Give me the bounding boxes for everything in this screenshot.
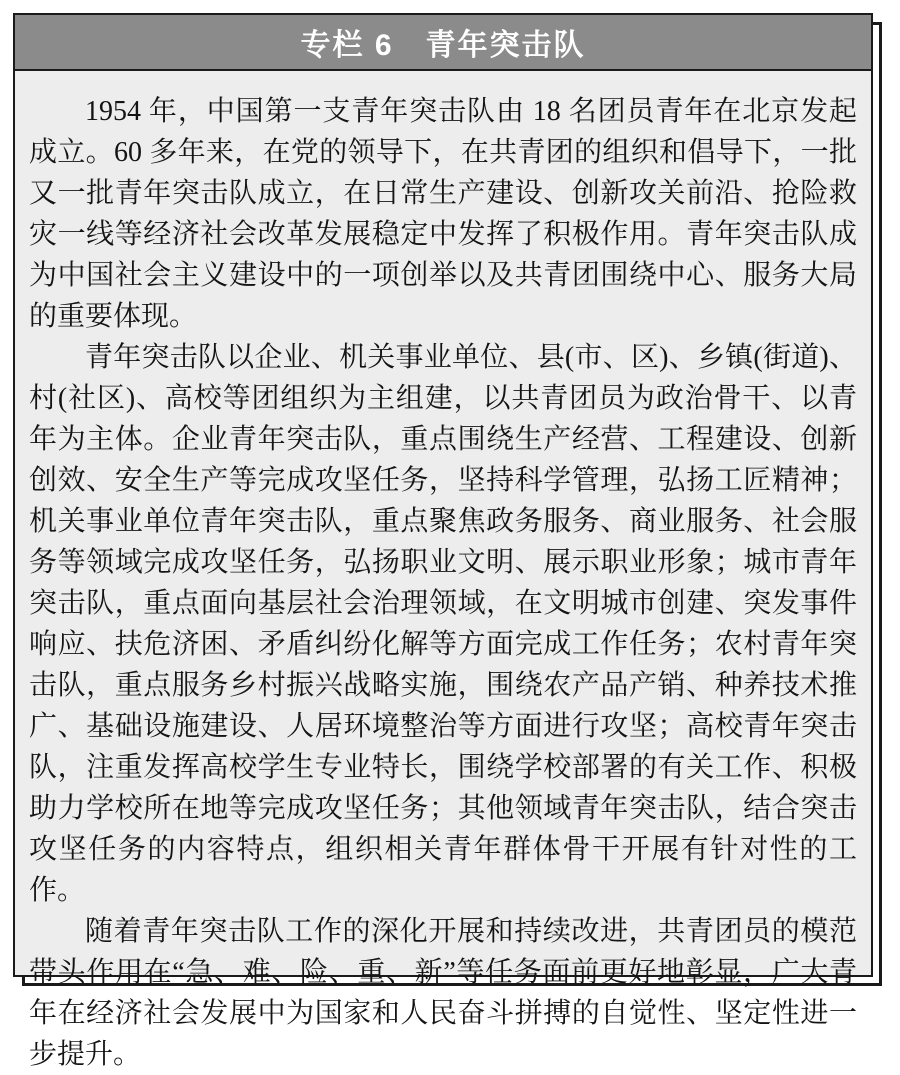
paragraph-impact: 随着青年突击队工作的深化开展和持续改进，共青团员的模范带头作用在“急、难、险、重、新”等任务面前更好地彰显，广大青年在经济社会发展中为国家和人民奋斗拼搏的自觉性、坚定性进一步提升。 — [29, 916, 857, 1070]
column-box-header — [15, 15, 871, 71]
column-box-body — [15, 71, 871, 1075]
column-box-title: 专栏 6 青年突击队 — [300, 29, 586, 62]
column-box — [13, 13, 873, 1070]
paragraph-organization: 青年突击队以企业、机关事业单位、县(市、区)、乡镇(街道)、村(社区)、高校等团组织为主组建，以共青团员为政治骨干、以青年为主体。企业青年突击队，重点围绕生产经营、工程建设、创新创效、安全生产等完成攻坚任务，坚持科学管理，弘扬工匠精神；机关事业单位青年突击队，重点聚焦政务服务、商业服务、社会服务等领域完成攻坚任务，弘扬职业文明、展示职业形象；城市青年突击队，重点面向基层社会治理领域，在文明城市创建、突发事件响应、扶危济困、矛盾纠纷化解等方面完成工作任务；农村青年突击队，重点服务乡村振兴战略实施，围绕农产品产销、种养技术推广、基础设施建设、人居环境整治等方面进行攻坚；高校青年突击队，注重发挥高校学生专业特长，围绕学校部署的有关工作、积极助力学校所在地等完成攻坚任务；其他领域青年突击队，结合突击攻坚任务的内容特点，组织相关青年群体骨干开展有针对性的工作。 — [29, 342, 857, 906]
paragraph-history: 1954 年，中国第一支青年突击队由 18 名团员青年在北京发起成立。60 多年来，在党的领导下，在共青团的组织和倡导下，一批又一批青年突击队成立，在日常生产建设、创新攻关前沿、抢险救灾一线等经济社会改革发展稳定中发挥了积极作用。青年突击队成为中国社会主义建设中的一项创举以及共青团围绕中心、服务大局的重要体现。 — [29, 96, 857, 332]
